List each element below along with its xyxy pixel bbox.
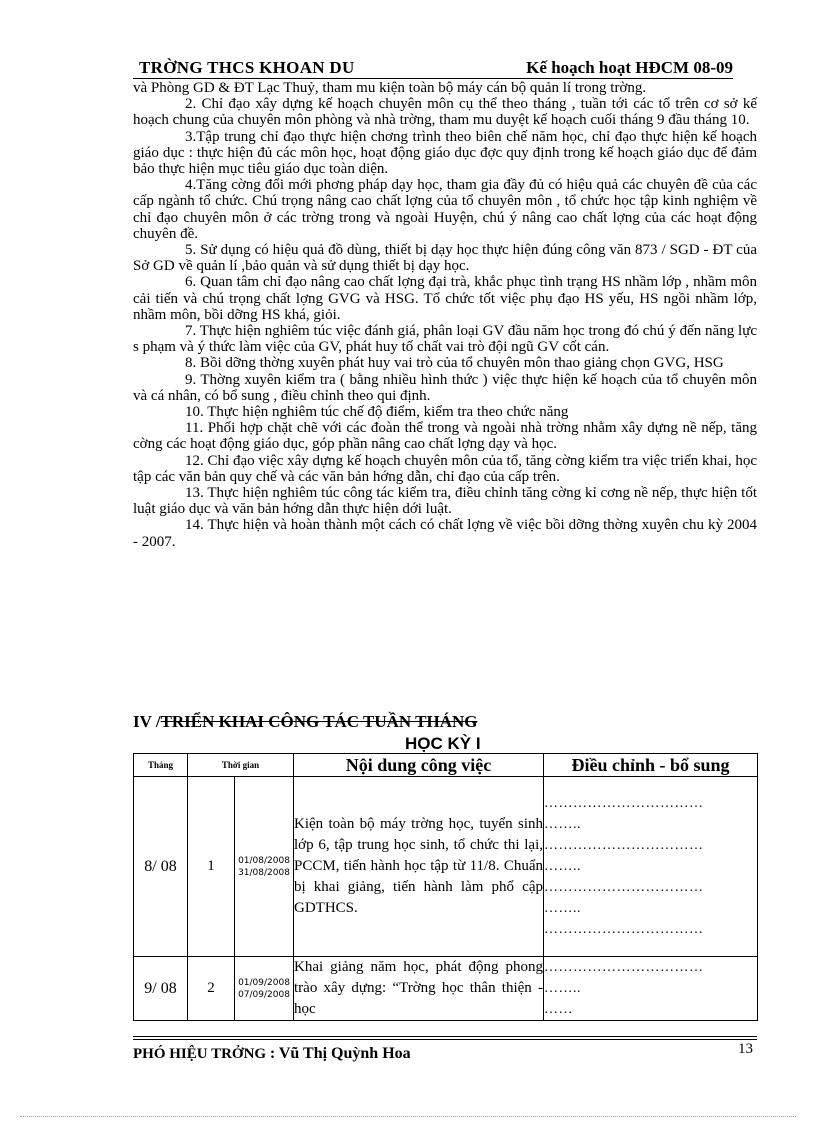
paragraph: 2. Chỉ đạo xây dựng kế hoạch chuyên môn cụ thể theo tháng , tuần tới các tổ trên cơ sở kế hoạch chung của chuyên môn phòng và nhà trờng, tham mu duyệt kế hoạch cuối tháng 9 đầu tháng 10. (133, 96, 757, 129)
semester-title: HỌC KỲ I (405, 734, 481, 753)
paragraph: 8. Bồi dỡng thờng xuyên phát huy vai trò của tổ chuyên môn thao giảng chọn GVG, HSG (185, 355, 724, 372)
page-number: 13 (738, 1041, 753, 1057)
month-cell: 8/ 08 (134, 777, 188, 957)
adjust-cell[interactable]: …………………………… …….. …… (544, 957, 758, 1021)
page-bottom-dotted-rule (20, 1116, 796, 1117)
content-cell: Khai giảng năm học, phát động phong trào xây dựng: “Trờng học thân thiện - học (294, 957, 544, 1021)
column-header-month: Tháng (134, 754, 188, 777)
header-rule (133, 78, 733, 79)
date-cell: 01/09/2008 07/09/2008 (235, 957, 294, 1021)
table-row (134, 777, 758, 957)
date-cell: 01/08/2008 31/08/2008 (235, 777, 294, 957)
paragraph: 9. Thờng xuyên kiểm tra ( bằng nhiều hình thức ) việc thực hiện kế hoạch của tổ chuyên môn và cá nhân, có bổ sung , điều chỉnh theo qui định. (133, 371, 757, 404)
week-cell: 2 (188, 957, 235, 1021)
school-name: TRỜNG THCS KHOAN DU (139, 58, 355, 77)
paragraph: 4.Tăng cờng đổi mới phơng pháp dạy học, tham gia đầy đủ có hiệu quả các chuyên đề của các cấp ngành tổ chức. Chú trọng nâng cao chất lợng của tổ chuyên môn , tổ chức học tập kinh nghiệm về chỉ đạo chuyên môn ở các trờng trong và ngoài Huyện, chú ý nâng cao chất lợng của các hoạt động chuyên đề. (133, 177, 757, 242)
week-cell: 1 (188, 777, 235, 957)
body-text (133, 80, 757, 550)
paragraph: và Phòng GD & ĐT Lạc Thuỷ, tham mu kiện toàn bộ máy cán bộ quản lí trong trờng. (133, 80, 647, 96)
paragraph: 10. Thực hiện nghiêm túc chế độ điểm, kiểm tra theo chức năng (185, 404, 569, 421)
footer-rule (133, 1036, 757, 1037)
adjust-cell[interactable]: …………………………… …….. …………………………… …….. …………………………… …….. …………………………… (544, 777, 758, 957)
plan-title: Kế hoạch hoạt HĐCM 08-09 (526, 58, 733, 77)
signer-name: : Vũ Thị Quỳnh Hoa (269, 1045, 411, 1062)
paragraph: 11. Phối hợp chặt chẽ với các đoàn thể trong và ngoài nhà trờng nhằm xây dựng nề nếp, tăng cờng các hoạt động giáo dục, góp phần nâng cao chất lợng dạy và học. (133, 420, 757, 453)
signature-line (133, 1045, 411, 1063)
paragraph: 6. Quan tâm chỉ đạo nâng cao chất lợng đại trà, khắc phục tình trạng HS nhầm lớp , nhầm môn cải tiến và chú trọng chất lợng GVG và HSG. Tổ chức tốt việc phụ đạo HS yếu, HS ngồi nhầm lớp, nhầm môn, bồi dỡng HS khá, giỏi. (133, 274, 757, 323)
column-header-content: Nội dung công việc (294, 754, 544, 777)
signer-role: PHÓ HIỆU TRỞNG (133, 1046, 267, 1062)
paragraph: 13. Thực hiện nghiêm túc công tác kiểm tra, điều chỉnh tăng cờng kỉ cơng nề nếp, thực hiện tốt luật giáo dục và văn bản hớng dẫn thực hiện dới luật. (133, 485, 757, 518)
section-heading (133, 712, 477, 732)
content-cell: Kiện toàn bộ máy trờng học, tuyển sinh lớp 6, tập trung học sinh, tổ chức thi lại, PCCM, tiến hành học tập từ 11/8. Chuẩn bị khai giảng, tiến hành làm phổ cập GDTHCS. (294, 777, 544, 957)
column-header-time: Thời gian (188, 754, 294, 777)
paragraph: 14. Thực hiện và hoàn thành một cách có chất lợng về việc bồi dỡng thờng xuyên chu kỳ 2004 - 2007. (133, 517, 757, 550)
section-title: TRIỂN KHAI CÔNG TÁC TUẦN THÁNG (160, 712, 478, 731)
plan-table (133, 753, 758, 1021)
section-number: IV / (133, 712, 161, 731)
paragraph: 12. Chỉ đạo việc xây dựng kế hoạch chuyên môn của tổ, tăng cờng kiểm tra việc triển khai, học tập các văn bản quy chế và các văn bản hớng dẫn, chỉ đạo của cấp trên. (133, 452, 757, 485)
paragraph: 5. Sử dụng có hiệu quả đồ dùng, thiết bị dạy học thực hiện đúng công văn 873 / SGD - ĐT của Sở GD về quản lí ,bảo quản và sử dụng thiết bị dạy học. (133, 242, 757, 275)
table-row (134, 957, 758, 1021)
paragraph: 7. Thực hiện nghiêm túc việc đánh giá, phân loại GV đầu năm học trong đó chú ý đến năng lực s phạm và ý thức làm việc của GV, phát huy tố chất vai trò đội ngũ GV cốt cán. (133, 323, 757, 356)
month-cell: 9/ 08 (134, 957, 188, 1021)
footer-rule (133, 1039, 757, 1040)
page-header (133, 58, 733, 80)
paragraph: 3.Tập trung chỉ đạo thực hiện chơng trình theo biên chế năm học, chỉ đạo thực hiện kế hoạch giáo dục : thực hiện đủ các môn học, hoạt động giáo dục đợc quy định trong kế hoạch giáo dục để đảm bảo thực hiện mục tiêu giáo dục toàn diện. (133, 128, 757, 178)
column-header-adjust: Điều chỉnh - bổ sung (544, 754, 758, 777)
table-header-row (134, 754, 758, 777)
